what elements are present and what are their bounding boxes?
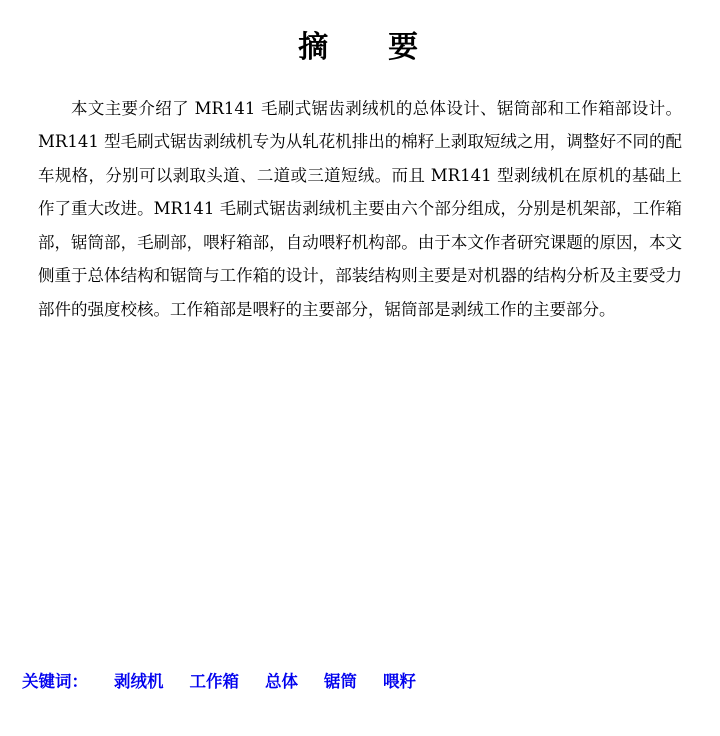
keyword-item: 剥绒机: [114, 672, 164, 691]
page-title: 摘 要: [298, 30, 422, 65]
keyword-item: 总体: [265, 672, 298, 691]
abstract-paragraph: 本文主要介绍了 MR141 毛刷式锯齿剥绒机的总体设计、锯筒部和工作箱部设计。MR141 型毛刷式锯齿剥绒机专为从轧花机排出的棉籽上剥取短绒之用，调整好不同的配车规格，分别可以剥取头道、二道或三道短绒。而且 MR141 型剥绒机在原机的基础上作了重大改进。MR141 毛刷式锯齿剥绒机主要由六个部分组成，分别是机架部，工作箱部，锯筒部，毛刷部，喂籽箱部，自动喂籽机构部。由于本文作者研究课题的原因，本文侧重于总体结构和锯筒与工作箱的设计，部装结构则主要是对机器的结构分析及主要受力部件的强度校核。工作箱部是喂籽的主要部分，锯筒部是剥绒工作的主要部分。: [38, 99, 682, 319]
keyword-item: 喂籽: [383, 672, 416, 691]
keyword-item: 锯筒: [324, 672, 357, 691]
keywords-label: 关键词：: [22, 672, 88, 691]
abstract-section: [38, 92, 682, 326]
document-page: [0, 22, 720, 736]
keywords-row: [22, 668, 416, 692]
keyword-item: 工作箱: [189, 672, 239, 691]
